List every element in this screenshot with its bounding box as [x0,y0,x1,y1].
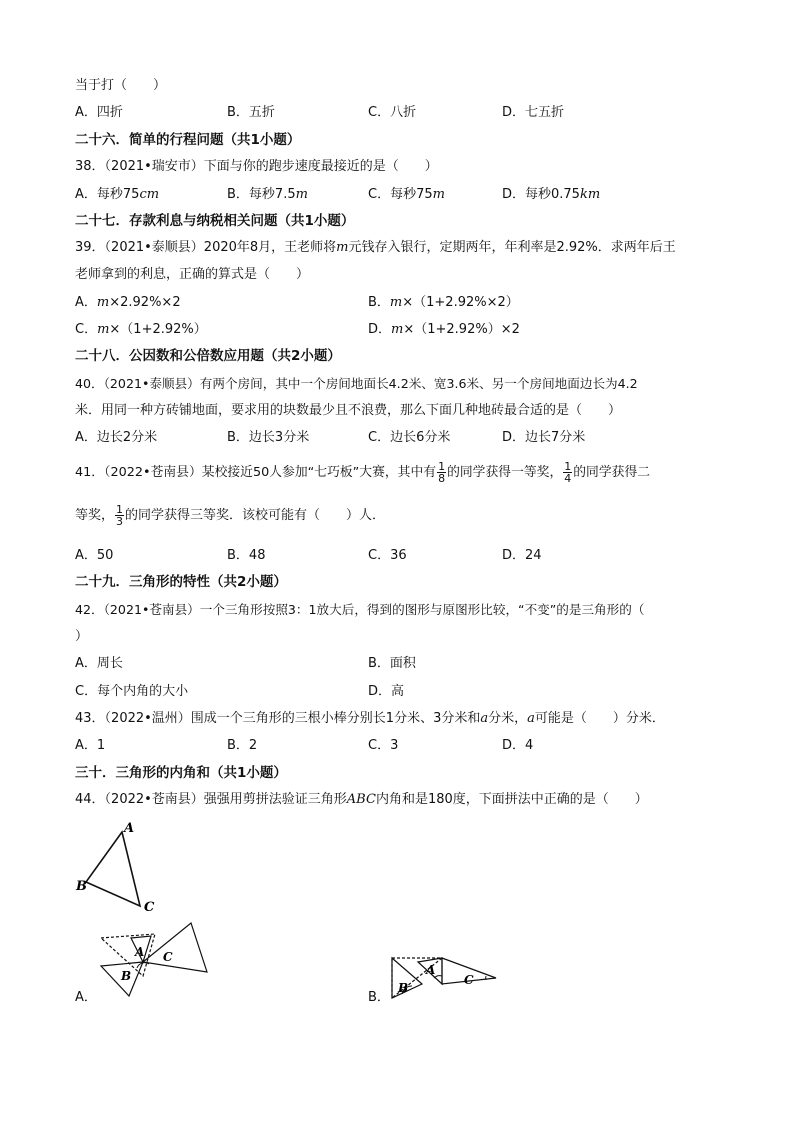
q43-option-d: D．4 [502,738,534,753]
q41-option-b: B．48 [227,548,266,563]
label-vertex-b: B [76,879,87,894]
q38-option-b: B．每秒7.5m [227,187,308,202]
q40-option-d: D．边长7分米 [502,430,586,445]
q39-option-a: A．m×2.92%×2 [75,295,181,310]
option-a-figure [95,918,235,998]
q37-option-b: B．五折 [227,105,275,120]
q38-option-a: A．每秒75cm [75,187,160,202]
q42-option-a: A．周长 [75,656,123,671]
section-heading-28: 二十八．公因数和公倍数应用题（共2小题） [75,348,341,364]
q40-option-b: B．边长3分米 [227,430,310,445]
triangle-abc-figure [72,818,192,918]
label-vertex-c: C [144,900,155,915]
q43-option-b: B．2 [227,738,258,753]
q38-option-c: C．每秒75m [368,187,445,202]
q37-option-d: D．七五折 [502,105,565,120]
q41-stem-line1: 41．（2022•苍南县）某校接近50人参加“七巧板”大赛，其中有 $\frac{1}{8}$ 的同学获得一等奖， $\frac{1}{4}$ 的同学获得二 [75,460,651,485]
q44-stem: 44．（2022•苍南县）强强用剪拼法验证三角形ABC内角和是180度，下面拼法中正确的是（ ） [75,792,648,807]
q37-option-a: A．四折 [75,105,123,120]
option-a-label-b: B [121,969,132,983]
q42-option-d: D．高 [368,684,405,699]
q38-stem: 38．（2021•瑞安市）下面与你的跑步速度最接近的是（ ） [75,159,438,174]
q44-option-b: B． [368,990,390,1005]
q42-stem-line1: 42．（2021•苍南县）一个三角形按照3：1放大后，得到的图形与原图形比较，“不变”的是三角形的（ [75,602,645,617]
q43-stem: 43．（2022•温州）围成一个三角形的三根小棒分别长1分米、3分米和a分米，a可能是（ ）分米． [75,711,665,726]
q40-stem-line2: 米．用同一种方砖铺地面，要求用的块数最少且不浪费，那么下面几种地砖最合适的是（ ） [75,403,622,418]
q40-option-a: A．边长2分米 [75,430,158,445]
option-a-label-c: C [163,950,173,964]
q39-option-b: B．m×（1+2.92%×2） [368,295,519,310]
q44-option-a: A． [75,990,97,1005]
option-a-label-a: A [135,945,145,959]
section-heading-27: 二十七．存款利息与纳税相关问题（共1小题） [75,213,355,229]
q41-stem-line2: 等奖， $\frac{1}{3}$ 的同学获得三等奖．该校可能有（ ）人． [75,503,386,528]
q40-option-c: C．边长6分米 [368,430,451,445]
option-b-label-b: B [398,981,409,995]
fraction-one-quarter: $\frac{1}{4}$ [564,460,572,485]
section-heading-30: 三十．三角形的内角和（共1小题） [75,765,287,781]
q38-option-d: D．每秒0.75km [502,187,601,202]
q42-stem-line2: ） [75,629,89,644]
q41-option-d: D．24 [502,548,542,563]
q39-option-c: C．m×（1+2.92%） [75,322,207,337]
q39-stem-line2: 老师拿到的利息，正确的算式是（ ） [75,267,310,282]
option-b-label-c: C [464,973,474,987]
q39-stem-line1: 39．（2021•泰顺县）2020年8月，王老师将m元钱存入银行，定期两年，年利率是2.92%．求两年后王 [75,240,676,255]
fraction-one-eighth: $\frac{1}{8}$ [438,460,446,485]
section-heading-26: 二十六．简单的行程问题（共1小题） [75,132,301,148]
q43-option-a: A．1 [75,738,106,753]
q37-stem-tail: 当于打（ ） [75,78,167,93]
option-b-label-a: A [426,963,436,977]
section-heading-29: 二十九．三角形的特性（共2小题） [75,574,287,590]
q42-option-c: C．每个内角的大小 [75,684,189,699]
fraction-one-third: $\frac{1}{3}$ [116,503,124,528]
q40-stem-line1: 40．（2021•泰顺县）有两个房间，其中一个房间地面长4.2米、宽3.6米、另一个房间地面边长为4.2 [75,376,638,391]
q41-option-c: C．36 [368,548,407,563]
q37-option-c: C．八折 [368,105,417,120]
option-b-figure [388,954,508,1004]
label-vertex-a: A [124,821,135,836]
q43-option-c: C．3 [368,738,399,753]
q42-option-b: B．面积 [368,656,416,671]
q39-option-d: D．m×（1+2.92%）×2 [368,322,520,337]
q41-option-a: A．50 [75,548,114,563]
